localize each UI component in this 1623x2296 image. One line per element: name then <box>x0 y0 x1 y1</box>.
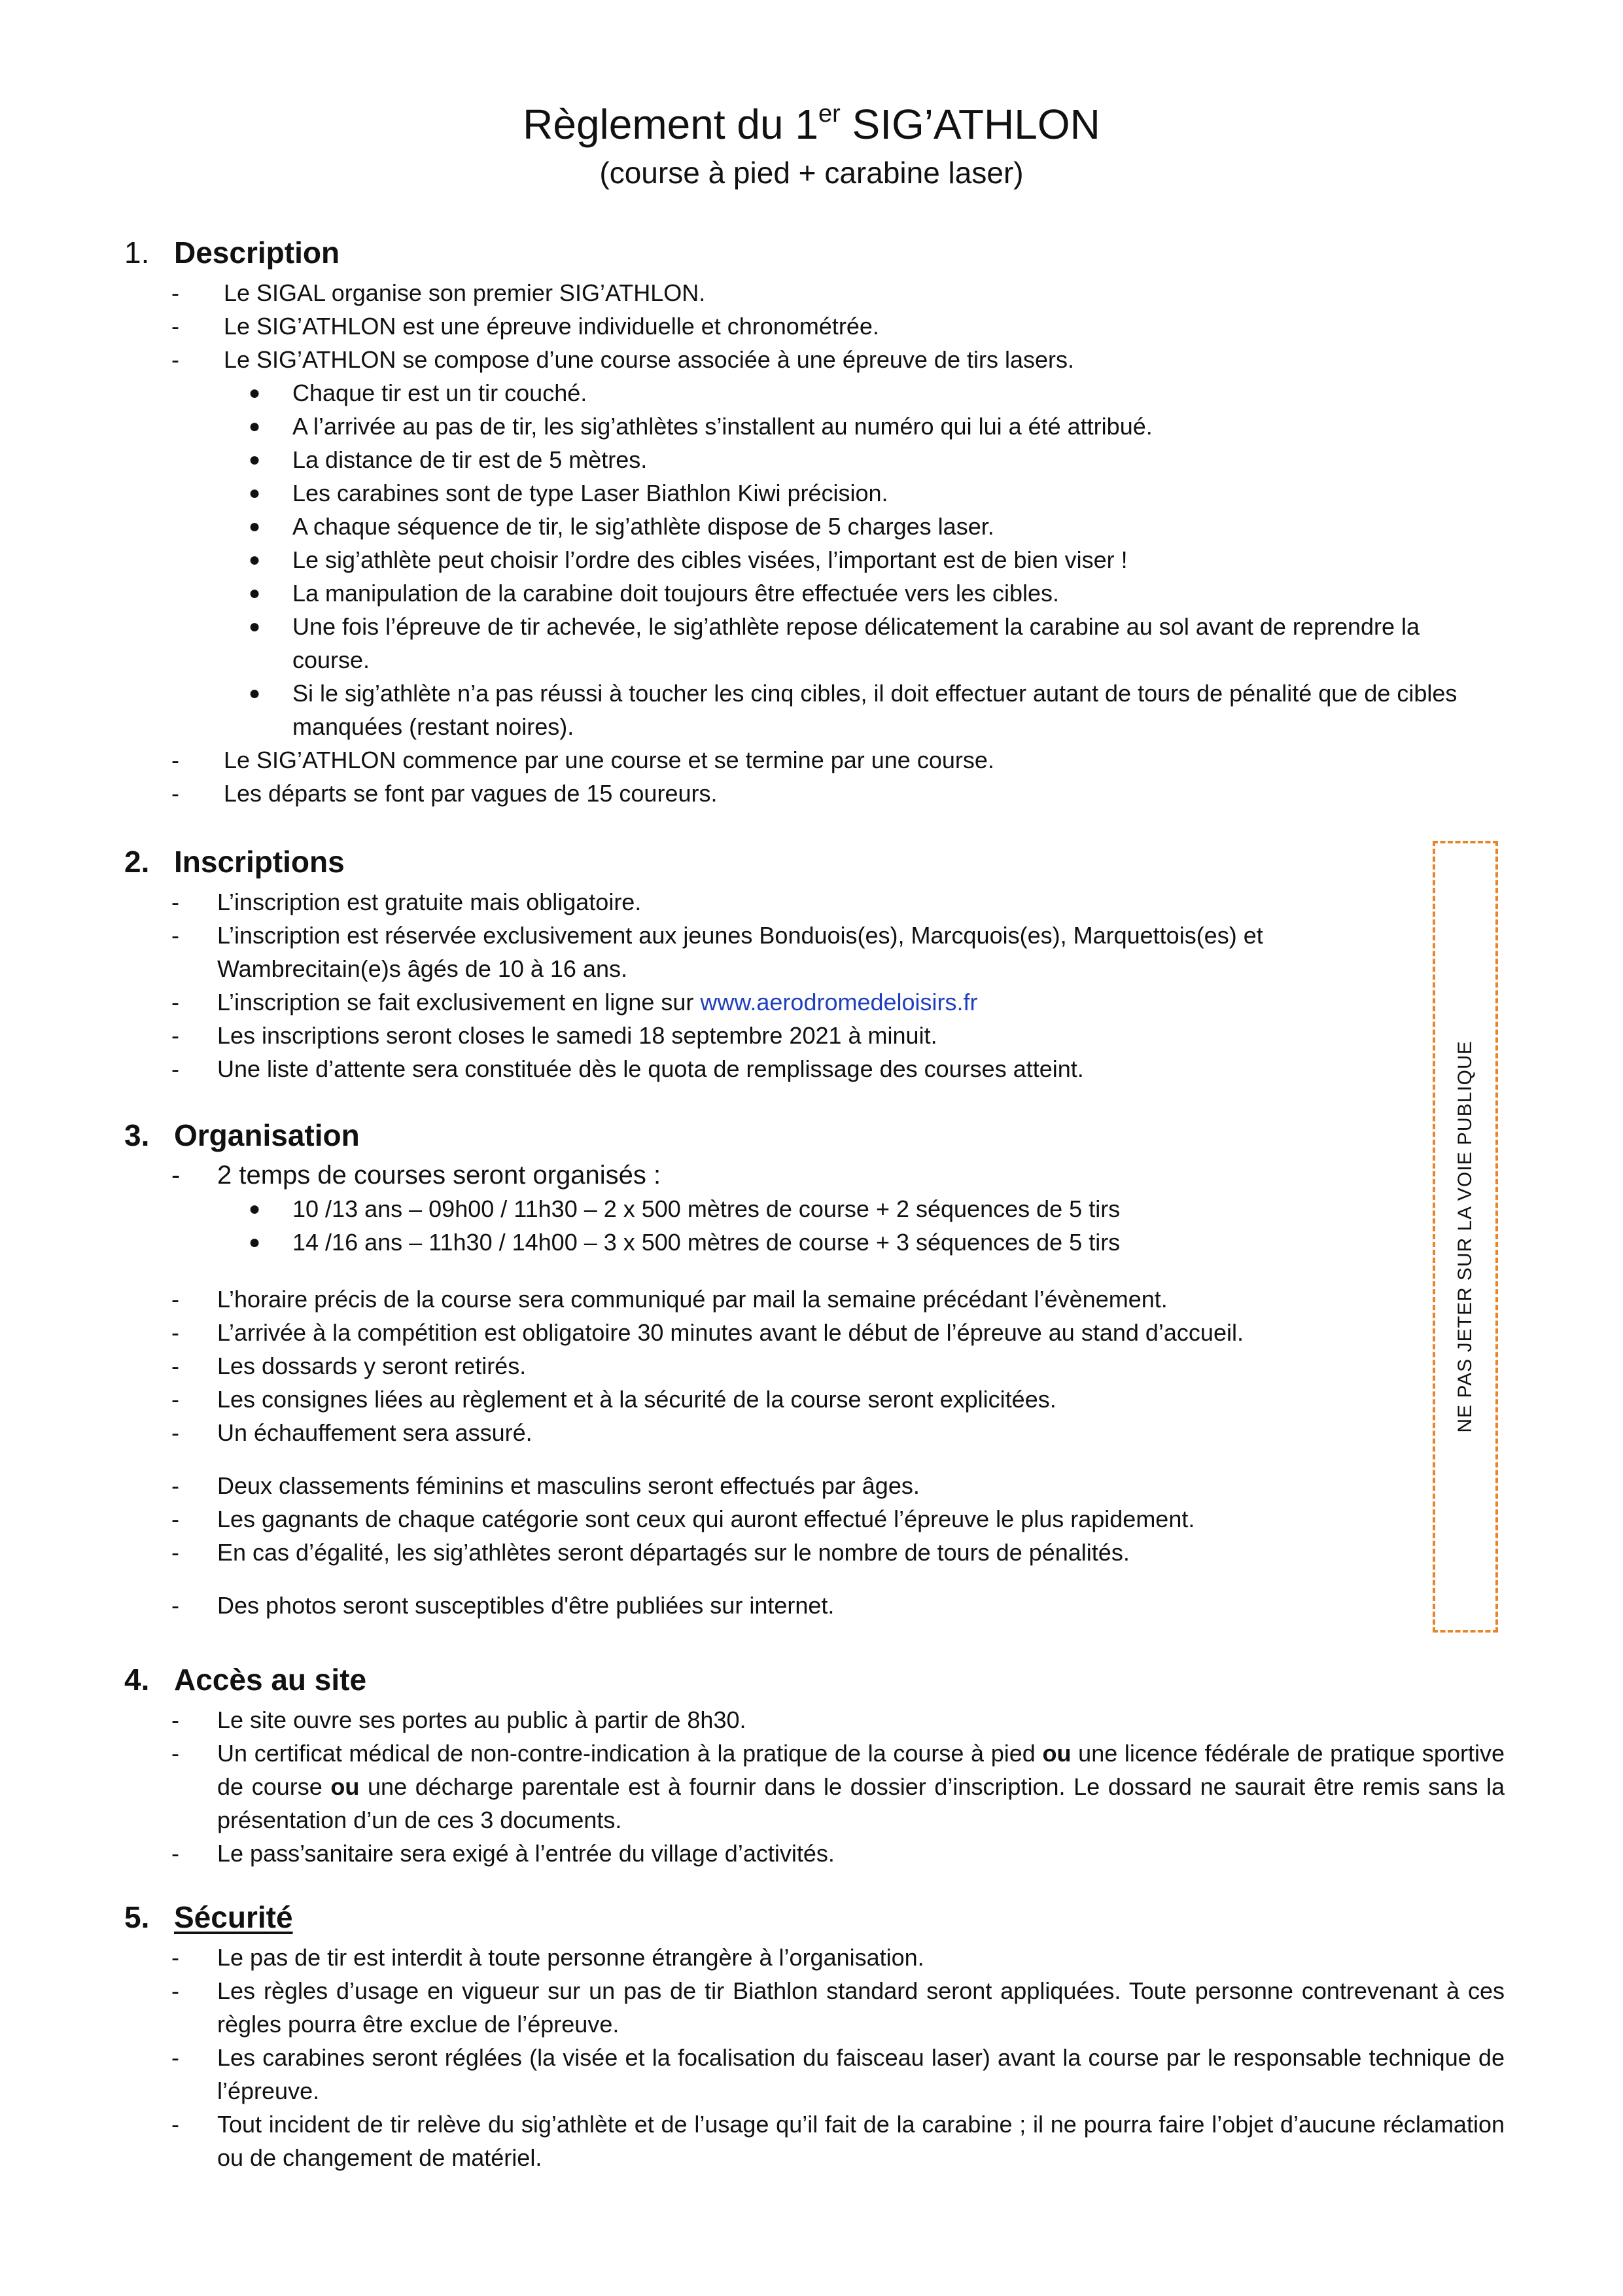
dash-marker: - <box>171 1592 179 1619</box>
title-superscript: er <box>818 100 841 128</box>
section-title: Sécurité <box>174 1900 293 1934</box>
bullet-icon: ● <box>249 449 261 470</box>
text-part: une licence fédérale de pratique sportive de course <box>217 1740 1505 1800</box>
sub-list-item <box>0 610 1623 677</box>
list-item <box>0 2041 1623 2108</box>
emphasis-text: ou <box>1042 1740 1072 1767</box>
sub-list-item <box>0 476 1623 510</box>
sub-list-item-text: 10 /13 ans – 09h00 / 11h30 – 2 x 500 mètres de course + 2 séquences de 5 tirs <box>292 1195 1121 1222</box>
dash-marker: - <box>171 1944 179 1971</box>
list-item <box>0 1316 1623 1349</box>
dash-marker: - <box>171 1286 179 1313</box>
section-number: 2. <box>124 845 150 879</box>
list-item-text: Les consignes liées au règlement et à la sécurité de la course seront explicitées. <box>217 1386 1056 1413</box>
sub-list-item <box>0 1192 1623 1226</box>
list-item-text: Deux classements féminins et masculins seront effectués par âges. <box>217 1472 920 1499</box>
dash-marker: - <box>171 1977 179 2004</box>
bullet-icon: ● <box>249 482 261 504</box>
dash-marker: - <box>171 1706 179 1733</box>
bullet-icon: ● <box>249 516 261 537</box>
dash-marker: - <box>171 747 179 773</box>
list-item-text: L’arrivée à la compétition est obligatoire 30 minutes avant le début de l’épreuve au stand d’accueil. <box>217 1319 1244 1346</box>
dash-marker: - <box>171 1352 179 1379</box>
list-item <box>0 1941 1623 1974</box>
sub-list-item-text: La manipulation de la carabine doit toujours être effectuée vers les cibles. <box>292 580 1060 607</box>
sub-list-item-text: A chaque séquence de tir, le sig’athlète dispose de 5 charges laser. <box>292 513 994 540</box>
section-title: Organisation <box>174 1118 360 1152</box>
dash-marker: - <box>171 1740 179 1767</box>
dash-marker: - <box>171 989 179 1016</box>
bullet-icon: ● <box>249 682 261 704</box>
list-item-text: Le pass’sanitaire sera exigé à l’entrée du village d’activités. <box>217 1840 835 1867</box>
side-notice-box <box>1433 841 1498 1633</box>
sub-list-item-text: Chaque tir est un tir couché. <box>292 380 587 406</box>
section-heading <box>124 842 345 881</box>
text-part: une décharge parentale est à fournir dans le dossier d’inscription. Le dossard ne saurait être remis sans la présentation d’un de ces 3 documents. <box>217 1773 1505 1833</box>
dash-marker: - <box>171 2111 179 2138</box>
dash-marker: - <box>171 889 179 915</box>
emphasis-text: ou <box>330 1773 360 1800</box>
list-item-text: Une liste d’attente sera constituée dès le quota de remplissage des courses atteint. <box>217 1055 1084 1082</box>
section-number: 5. <box>124 1900 150 1934</box>
list-item <box>0 1019 1623 1052</box>
sub-list-item <box>0 410 1623 443</box>
list-item-text: Les dossards y seront retirés. <box>217 1352 527 1379</box>
list-item <box>0 1536 1623 1569</box>
website-link[interactable]: www.aerodromedeloisirs.fr <box>700 989 978 1016</box>
list-item-text: Les inscriptions seront closes le samedi 18 septembre 2021 à minuit. <box>217 1022 937 1049</box>
list-item <box>0 1282 1623 1316</box>
sub-list-item-text: A l’arrivée au pas de tir, les sig’athlètes s’installent au numéro qui lui a été attribué. <box>292 413 1153 440</box>
section-list <box>0 1703 1623 1870</box>
sub-list <box>0 1192 1623 1259</box>
sub-list-item <box>0 543 1623 576</box>
bullet-icon: ● <box>249 1198 261 1220</box>
list-item-text: Les gagnants de chaque catégorie sont ceux qui auront effectué l’épreuve le plus rapidement. <box>217 1506 1195 1532</box>
list-item <box>0 1589 1623 1622</box>
list-item <box>0 777 1623 810</box>
list-item-text: Tout incident de tir relève du sig’athlète et de l’usage qu’il fait de la carabine ; il ne pourra faire l’objet d’aucune réclamation ou de changement de matériel. <box>217 2111 1505 2171</box>
bullet-icon: ● <box>249 415 261 437</box>
sub-list-item-text: 14 /16 ans – 11h30 / 14h00 – 3 x 500 mètres de course + 3 séquences de 5 tirs <box>292 1229 1121 1256</box>
list-item-text: Les départs se font par vagues de 15 coureurs. <box>224 780 718 807</box>
list-item-text <box>217 985 1505 1019</box>
list-item-text: 2 temps de courses seront organisés : <box>217 1161 661 1190</box>
sub-list-item <box>0 443 1623 476</box>
list-item-text: L’inscription est gratuite mais obligatoire. <box>217 889 642 915</box>
dash-marker: - <box>171 922 179 949</box>
dash-marker: - <box>171 1055 179 1082</box>
list-item-text: Les carabines seront réglées (la visée et la focalisation du faisceau laser) avant la course par le responsable technique de l’épreuve. <box>217 2044 1505 2104</box>
side-notice-text: NE PAS JETER SUR LA VOIE PUBLIQUE <box>1454 1040 1476 1433</box>
section-heading <box>124 1898 293 1937</box>
sub-list-item-text: Les carabines sont de type Laser Biathlon Kiwi précision. <box>292 480 888 506</box>
dash-marker: - <box>171 1506 179 1532</box>
sub-list-item <box>0 677 1623 743</box>
sub-list-item-text: Si le sig’athlète n’a pas réussi à toucher les cinq cibles, il doit effectuer autant de tours de pénalité que de cibles manquées (restant noires). <box>292 680 1457 740</box>
dash-marker: - <box>171 2044 179 2071</box>
list-item <box>0 1837 1623 1870</box>
section-heading <box>124 233 340 272</box>
sub-list-item-text: La distance de tir est de 5 mètres. <box>292 446 648 473</box>
bullet-icon: ● <box>249 1231 261 1253</box>
section-list <box>0 1941 1623 2174</box>
title-text-end: SIG’ATHLON <box>840 101 1100 148</box>
section-number: 3. <box>124 1118 150 1152</box>
list-item <box>0 276 1623 309</box>
list-item-text: Le site ouvre ses portes au public à partir de 8h30. <box>217 1706 746 1733</box>
sub-list-item-text: Le sig’athlète peut choisir l’ordre des cibles visées, l’important est de bien viser ! <box>292 546 1128 573</box>
list-item-text: Le pas de tir est interdit à toute personne étrangère à l’organisation. <box>217 1944 924 1971</box>
section-list <box>0 885 1623 1086</box>
title-block <box>0 98 1623 194</box>
spacer <box>0 1449 1623 1469</box>
title-text: Règlement du 1 <box>523 101 818 148</box>
section-title: Accès au site <box>174 1663 367 1697</box>
list-item <box>0 309 1623 343</box>
dash-marker: - <box>171 346 179 373</box>
dash-marker: - <box>171 780 179 807</box>
list-item-text-part: L’inscription se fait exclusivement en ligne sur <box>217 989 701 1016</box>
dash-marker: - <box>171 1161 181 1190</box>
sub-list-item <box>0 376 1623 410</box>
dash-marker: - <box>171 279 179 306</box>
dash-marker: - <box>171 313 179 340</box>
list-item-text: L’horaire précis de la course sera communiqué par mail la semaine précédant l’évènement. <box>217 1286 1168 1313</box>
bullet-icon: ● <box>249 582 261 604</box>
sub-list-item <box>0 576 1623 610</box>
list-item-text: Le SIG’ATHLON se compose d’une course associée à une épreuve de tirs lasers. <box>224 346 1074 373</box>
list-item <box>0 2108 1623 2174</box>
sub-list-item <box>0 1226 1623 1259</box>
bullet-icon: ● <box>249 549 261 571</box>
list-item <box>0 1737 1623 1837</box>
list-item-text: Un échauffement sera assuré. <box>217 1419 532 1446</box>
dash-marker: - <box>171 1539 179 1566</box>
list-item-text: Les règles d’usage en vigueur sur un pas de tir Biathlon standard seront appliquées. Toute personne contrevenant à ces règles pourra être exclue de l’épreuve. <box>217 1977 1505 2038</box>
list-item <box>0 885 1623 919</box>
list-item-text: En cas d’égalité, les sig’athlètes seront départagés sur le nombre de tours de pénalités. <box>217 1539 1130 1566</box>
list-item-text: L’inscription est réservée exclusivement aux jeunes Bonduois(es), Marcquois(es), Marquettois(es) et Wambrecitain(e)s âgés de 10 à 16 ans. <box>217 922 1263 982</box>
spacer <box>0 1259 1623 1282</box>
list-item <box>0 1416 1623 1449</box>
section-heading <box>124 1116 360 1155</box>
list-item-text: Des photos seront susceptibles d'être publiées sur internet. <box>217 1592 835 1619</box>
dash-marker: - <box>171 1319 179 1346</box>
page-title <box>0 98 1623 150</box>
dash-marker: - <box>171 1840 179 1867</box>
section-heading <box>124 1660 366 1699</box>
list-item <box>0 1349 1623 1383</box>
list-item <box>0 1159 1623 1259</box>
list-item <box>0 1469 1623 1502</box>
list-item <box>0 1052 1623 1086</box>
dash-marker: - <box>171 1022 179 1049</box>
list-item-text: Le SIGAL organise son premier SIG’ATHLON. <box>224 279 706 306</box>
section-number: 4. <box>124 1663 150 1697</box>
list-item-text: Le SIG’ATHLON est une épreuve individuelle et chronométrée. <box>224 313 879 340</box>
text-part: Un certificat médical de non-contre-indication à la pratique de la course à pied <box>217 1740 1043 1767</box>
sub-list-item <box>0 510 1623 543</box>
list-item <box>0 985 1623 1019</box>
section-title: Inscriptions <box>174 845 345 879</box>
dash-marker: - <box>171 1419 179 1446</box>
spacer <box>0 1569 1623 1589</box>
section-list <box>0 1159 1623 1622</box>
list-item-text <box>217 1737 1505 1837</box>
dash-marker: - <box>171 1386 179 1413</box>
list-item <box>0 1703 1623 1737</box>
section-number: 1. <box>124 236 150 270</box>
sub-list <box>0 376 1623 743</box>
section-list <box>0 276 1623 810</box>
list-item <box>0 343 1623 743</box>
dash-marker: - <box>171 1472 179 1499</box>
list-item-text: Le SIG’ATHLON commence par une course et se termine par une course. <box>224 747 994 773</box>
bullet-icon: ● <box>249 616 261 637</box>
list-item <box>0 919 1623 985</box>
sub-list-item-text: Une fois l’épreuve de tir achevée, le sig’athlète repose délicatement la carabine au sol avant de reprendre la course. <box>292 613 1420 673</box>
bullet-icon: ● <box>249 382 261 404</box>
section-title: Description <box>174 236 340 270</box>
list-item <box>0 1502 1623 1536</box>
page-subtitle: (course à pied + carabine laser) <box>599 156 1024 190</box>
list-item <box>0 743 1623 777</box>
list-item <box>0 1974 1623 2041</box>
list-item <box>0 1383 1623 1416</box>
